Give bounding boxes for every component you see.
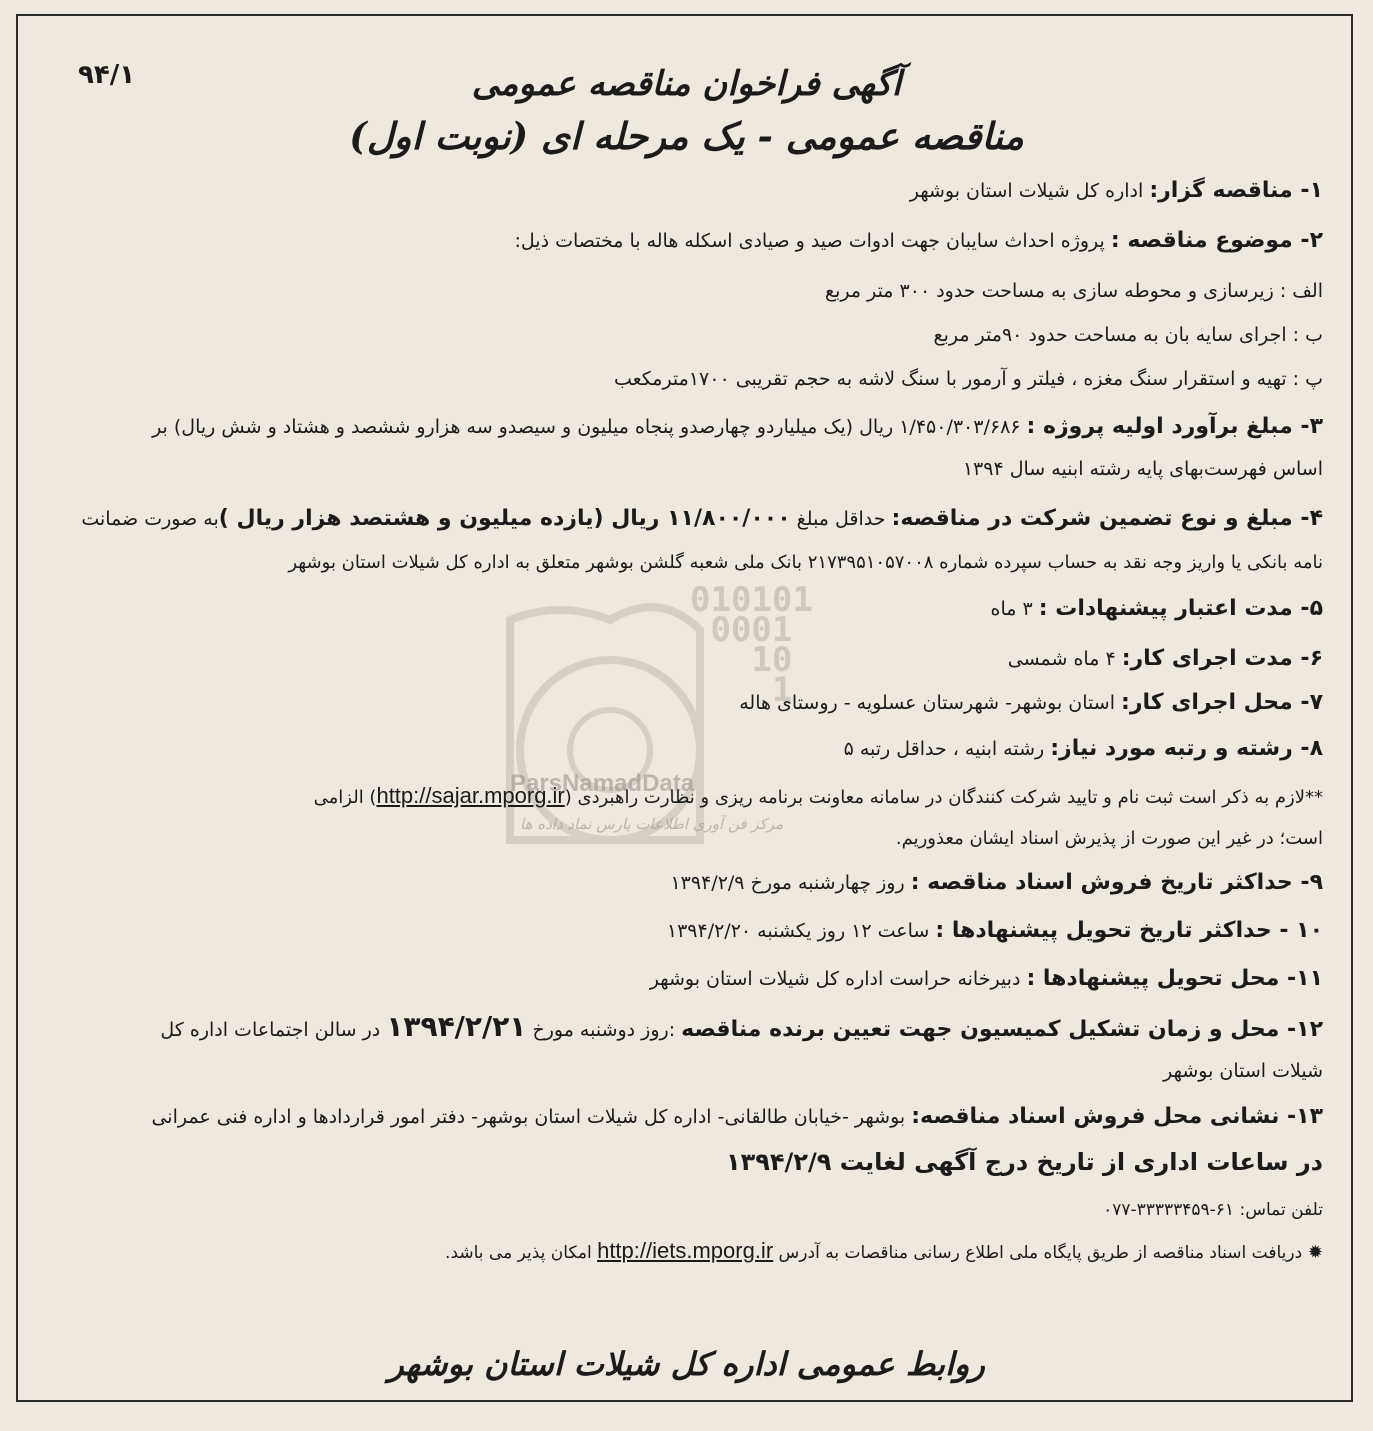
item-8 [844,736,1323,761]
item-11-text: دبیرخانه حراست اداره کل شیلات استان بوشهر [649,968,1027,990]
item-13-cont: در ساعات اداری از تاریخ درج آگهی لغایت ۱۳۹۴/۲/۹ [725,1148,1323,1176]
note-cont: است؛ در غیر این صورت از پذیرش اسناد ایشان معذوریم. [895,828,1323,849]
item-3 [40,414,1323,439]
watermark-digits: 010101 0001 10 1 [690,580,813,710]
item-2c: پ : تهیه و استقرار سنگ مغزه ، فیلتر و آرمور با سنگ لاشه به حجم تقریبی ۱۷۰۰مترمکعب [613,368,1323,390]
item-12-label: ۱۲- محل و زمان تشکیل کمیسیون جهت تعیین برنده مناقصه [681,1017,1323,1042]
item-1-label: ۱- مناقصه گزار: [1149,178,1323,203]
item-12-text: :روز دوشنبه مورخ [526,1019,682,1041]
watermark-brand: ParsNamadData [510,770,695,797]
item-10-label: ۱۰ - حداکثر تاریخ تحویل پیشنهادها : [935,918,1323,943]
item-9 [670,870,1323,895]
item-12-cont: شیلات استان بوشهر [1163,1060,1323,1082]
phone: تلفن تماس: ۶۱-۳۳۳۳۳۴۵۹-۰۷۷ [1103,1200,1323,1220]
item-5 [991,596,1323,621]
item-5-text: ۳ ماه [990,598,1039,620]
item-4-text2: به صورت ضمانت [81,508,219,530]
item-6 [1008,646,1323,671]
item-5-label: ۵- مدت اعتبار پیشنهادات : [1038,596,1323,621]
note-post: ) الزامی [313,787,377,808]
item-4-label: ۴- مبلغ و نوع تضمین شرکت در مناقصه: [891,506,1323,531]
item-2a: الف : زیرسازی و محوطه سازی به مساحت حدود ۳۰۰ متر مربع [824,280,1323,302]
item-3-cont: اساس فهرست‌بهای پایه رشته ابنیه سال ۱۳۹۴ [962,458,1323,480]
item-11 [650,966,1323,991]
watermark-subtitle: مرکز فن آوری اطلاعات پارس نماد داده ها [520,815,784,833]
item-10 [667,918,1323,943]
item-9-text: روز چهارشنبه مورخ ۱۳۹۴/۲/۹ [670,872,911,894]
item-8-label: ۸- رشته و رتبه مورد نیاز: [1050,736,1323,761]
download-post: امکان پذیر می باشد. [445,1243,598,1263]
item-10-text: ساعت ۱۲ روز یکشنبه ۱۳۹۴/۲/۲۰ [666,920,936,942]
item-6-label: ۶- مدت اجرای کار: [1121,646,1323,671]
item-13 [40,1104,1323,1129]
item-7-text: استان بوشهر- شهرستان عسلویه - روستای هاله [739,692,1122,714]
item-4 [40,506,1323,531]
item-4-amount: ۱۱/۸۰۰/۰۰۰ ریال (یازده میلیون و هشتصد هزار ریال ) [218,506,791,531]
item-1 [910,178,1323,203]
item-3-label: ۳- مبلغ برآورد اولیه پروژه : [1026,414,1323,439]
item-12-date: ۱۳۹۴/۲/۲۱ [386,1010,527,1043]
notice-subtitle: مناقصه عمومی - یک مرحله ای (نوبت اول) [349,114,1024,158]
download-line [445,1238,1323,1264]
item-8-text: رشته ابنیه ، حداقل رتبه ۵ [843,738,1051,760]
item-13-text: بوشهر -خیابان طالقانی- اداره کل شیلات استان بوشهر- دفتر امور قراردادها و اداره فنی عمرانی [151,1106,912,1128]
item-1-text: اداره کل شیلات استان بوشهر [909,180,1150,202]
bullet-icon: ✹ [1302,1242,1323,1263]
item-3-text: ۱/۴۵۰/۳۰۳/۶۸۶ ریال (یک میلیاردو چهارصدو پنجاه میلیون و سیصدو سه هزارو ششصد و هشتاد و شش ریال) بر [152,416,1027,438]
item-7 [739,690,1323,715]
item-7-label: ۷- محل اجرای کار: [1121,690,1323,715]
item-9-label: ۹- حداکثر تاریخ فروش اسناد مناقصه : [910,870,1323,895]
item-6-text: ۴ ماه شمسی [1007,648,1122,670]
item-4-text: حداقل مبلغ [790,508,892,530]
download-pre: دریافت اسناد مناقصه از طریق پایگاه ملی اطلاع رسانی مناقصات به آدرس [773,1243,1303,1263]
note-pre: **لازم به ذکر است ثبت نام و تایید شرکت کنندگان در سامانه معاونت برنامه ریزی و نظارت راهبردی ( [564,787,1323,808]
item-4-cont: نامه بانکی یا واریز وجه نقد به حساب سپرده شماره ۲۱۷۳۹۵۱۰۵۷۰۰۸ بانک ملی شعبه گلشن بوشهر متعلق به اداره کل شیلات استان بوشهر [288,552,1323,573]
sajar-link[interactable]: http://sajar.mporg.ir [376,783,565,808]
item-12 [40,1010,1323,1043]
notice-code: ۹۴/۱ [78,60,136,90]
notice-title: آگهی فراخوان مناقصه عمومی [471,64,902,104]
item-2 [515,228,1324,253]
item-2b: ب : اجرای سایه بان به مساحت حدود ۹۰متر مربع [933,324,1323,346]
item-12-text2: در سالن اجتماعات اداره کل [160,1019,387,1041]
footer-signature: روابط عمومی اداره کل شیلات استان بوشهر [388,1345,985,1383]
item-13-label: ۱۳- نشانی محل فروش اسناد مناقصه: [911,1104,1323,1129]
iets-link[interactable]: http://iets.mporg.ir [597,1238,774,1263]
item-2-label: ۲- موضوع مناقصه : [1110,228,1323,253]
item-2-text: پروژه احداث سایبان جهت ادوات صید و صیادی اسکله هاله با مختصات ذیل: [514,230,1111,252]
note-line [40,783,1323,809]
item-11-label: ۱۱- محل تحویل پیشنهادها : [1026,966,1323,991]
